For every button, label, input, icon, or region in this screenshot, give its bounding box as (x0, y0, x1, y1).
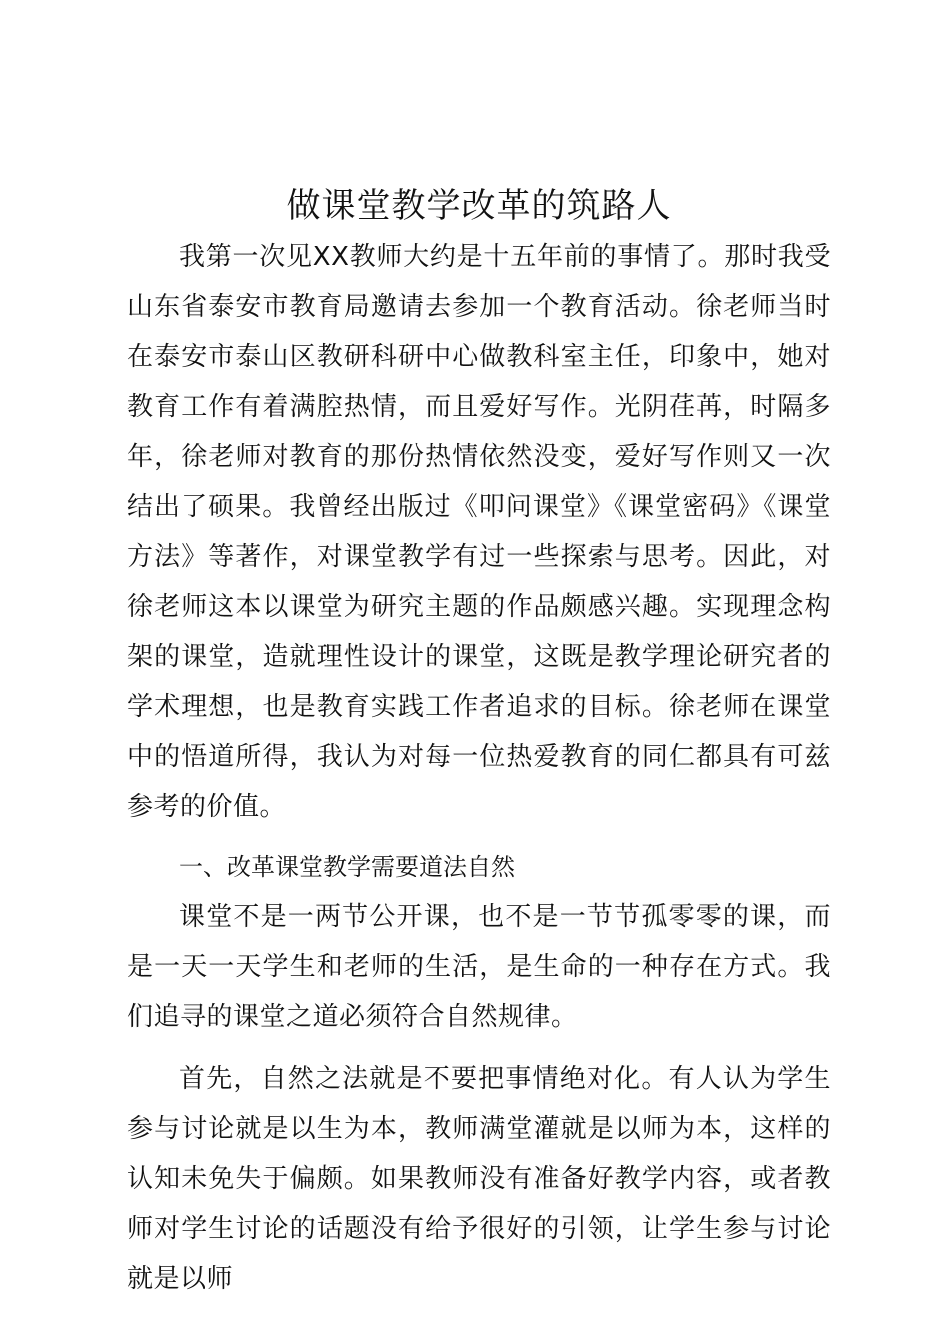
section-paragraph: 首先，自然之法就是不要把事情绝对化。有人认为学生参与讨论就是以生为本，教师满堂灌就是以师为本，这样的认知未免失于偏颇。如果教师没有准备好教学内容，或者教师对学生讨论的话题没有给予很好的引领，让学生参与讨论就是以师 (127, 1064, 831, 1294)
section-heading: 一、改革课堂教学需要道法自然 (179, 853, 515, 881)
document-page (127, 182, 831, 1304)
section-paragraph: 课堂不是一两节公开课，也不是一节节孤零零的课，而是一天一天学生和老师的生活，是生命的一种存在方式。我们追寻的课堂之道必须符合自然规律。 (127, 902, 831, 1032)
document-title: 做课堂教学改革的筑路人 (286, 186, 672, 226)
intro-paragraph: 我第一次见XX教师大约是十五年前的事情了。那时我受山东省泰安市教育局邀请去参加一个教育活动。徐老师当时在泰安市泰山区教研科研中心做教科室主任，印象中，她对教育工作有着满腔热情，而且爱好写作。光阴荏苒，时隔多年，徐老师对教育的那份热情依然没变，爱好写作则又一次结出了硕果。我曾经出版过《叩问课堂》《课堂密码》《课堂方法》等著作，对课堂教学有过一些探索与思考。因此，对徐老师这本以课堂为研究主题的作品颇感兴趣。实现理念构架的课堂，造就理性设计的课堂，这既是教学理论研究者的学术理想，也是教育实践工作者追求的目标。徐老师在课堂中的悟道所得，我认为对每一位热爱教育的同仁都具有可兹参考的价值。 (127, 242, 831, 822)
